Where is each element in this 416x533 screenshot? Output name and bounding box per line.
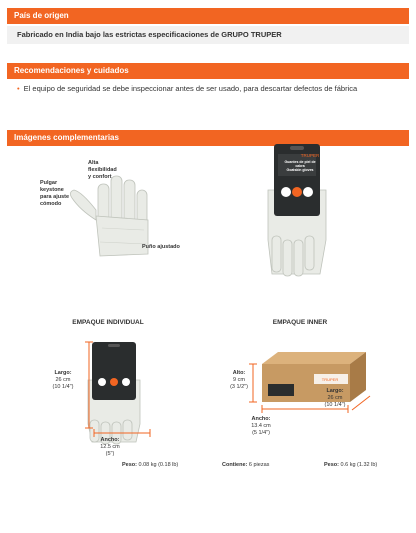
callout-cuff-text: Puño ajustado xyxy=(142,244,180,250)
individual-weight-label: Peso: xyxy=(122,462,137,468)
card-title xyxy=(280,160,320,172)
origin-text: Fabricado en India bajo las estrictas especificaciones de GRUPO TRUPER xyxy=(7,26,409,44)
callout-flexibility-line-2: y confort xyxy=(88,174,112,180)
inner-largo-dimension-line xyxy=(350,392,372,412)
individual-ancho-label: Ancho: xyxy=(100,437,120,443)
card-brand: TRUPER xyxy=(300,153,320,158)
callout-thumb-line-3: para ajuste xyxy=(40,194,70,200)
individual-largo-in: (10 1/4") xyxy=(52,384,74,390)
inner-alto-in: (3 1/2") xyxy=(230,384,248,390)
card-title-line-1: Guantes de piel de cabra xyxy=(284,160,316,168)
inner-ancho-label: Ancho: xyxy=(251,416,271,422)
section-care-header: Recomendaciones y cuidados xyxy=(7,63,409,79)
individual-largo-cm: 26 cm xyxy=(55,377,71,383)
callout-flexibility xyxy=(88,160,128,181)
individual-ancho-in: (5") xyxy=(105,451,115,457)
inner-alto-cm: 9 cm xyxy=(233,377,245,383)
inner-contents xyxy=(222,462,269,468)
largo-dimension-line xyxy=(84,340,94,430)
card-title-line-2: Goatskin gloves xyxy=(286,168,314,172)
individual-weight-value: 0.08 kg (0.18 lb) xyxy=(138,462,179,468)
inner-alto-label: Alto: xyxy=(232,370,246,376)
individual-ancho-cm: 12.5 cm xyxy=(100,444,120,450)
section-origin-header: País de origen xyxy=(7,8,409,24)
inner-weight-value: 0.6 kg (1.32 lb) xyxy=(340,462,378,468)
empaque-inner-title: EMPAQUE INNER xyxy=(272,319,328,326)
individual-largo xyxy=(46,370,80,391)
inner-ancho-cm: 13.4 cm xyxy=(251,423,271,429)
callout-cuff xyxy=(142,244,186,251)
inner-alto xyxy=(224,370,254,391)
inner-ancho xyxy=(244,416,278,437)
callout-flexibility-line-1: Alta flexibilidad xyxy=(88,160,117,173)
inner-largo-in: (10 1/4") xyxy=(324,402,346,408)
individual-weight xyxy=(122,462,178,468)
care-item xyxy=(7,80,409,98)
bullet-icon: • xyxy=(17,84,20,93)
inner-largo-cm: 26 cm xyxy=(327,395,343,401)
callout-thumb-line-4: cómodo xyxy=(40,201,62,207)
individual-ancho xyxy=(88,437,132,458)
inner-weight-label: Peso: xyxy=(324,462,339,468)
section-images-header: Imágenes complementarias xyxy=(7,130,409,146)
individual-largo-label: Largo: xyxy=(54,370,72,376)
care-text: El equipo de seguridad se debe inspeccionar antes de ser usado, para descartar defectos de fábrica xyxy=(23,84,358,93)
inner-weight xyxy=(324,462,377,468)
callout-thumb-line-1: Pulgar xyxy=(40,180,58,186)
inner-largo xyxy=(318,388,352,409)
inner-ancho-in: (5 1/4") xyxy=(252,430,270,436)
callout-thumb-line-2: keystone xyxy=(40,187,64,193)
box-brand: TRUPER xyxy=(321,377,339,382)
inner-contents-value: 6 piezas xyxy=(248,462,270,468)
inner-largo-label: Largo: xyxy=(326,388,344,394)
callout-thumb xyxy=(40,180,74,208)
inner-contents-label: Contiene: xyxy=(222,462,248,468)
empaque-individual-title: EMPAQUE INDIVIDUAL xyxy=(72,319,144,326)
